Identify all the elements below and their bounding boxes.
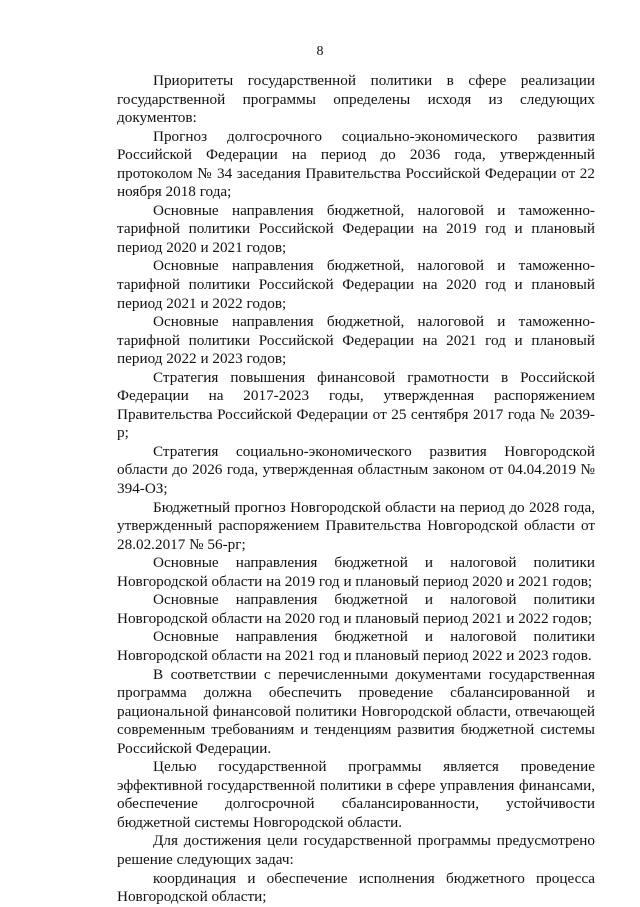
paragraph: Стратегия социально-экономического развития Новгородской области до 2026 года, утвержденная областным законом от 04.04.2019 № 394-ОЗ; bbox=[117, 442, 595, 498]
page-number: 8 bbox=[316, 44, 324, 59]
document-body bbox=[117, 72, 595, 907]
paragraph: Основные направления бюджетной, налоговой и таможенно-тарифной политики Российской Федерации на 2021 год и плановый период 2022 и 2023 годов; bbox=[117, 313, 595, 368]
paragraph: Основные направления бюджетной и налоговой политики Новгородской области на 2019 год и плановый период 2020 и 2021 годов; bbox=[117, 554, 595, 590]
paragraph: Для достижения цели государственной программы предусмотрено решение следующих задач: bbox=[117, 832, 595, 868]
paragraph: Основные направления бюджетной, налоговой и таможенно-тарифной политики Российской Федерации на 2020 год и плановый период 2021 и 2022 годов; bbox=[117, 257, 595, 312]
paragraph: В соответствии с перечисленными документами государственная программа должна обеспечить проведение сбалансированной и рациональной финансовой политики Новгородской области, отвечающей современным требованиям и тенденциям развития бюджетной системы Российской Федерации. bbox=[117, 665, 595, 757]
paragraph: Прогноз долгосрочного социально-экономического развития Российской Федерации на период до 2036 года, утвержденный протоколом № 34 заседания Правительства Российской Федерации от 22 ноября 2018 года; bbox=[117, 127, 595, 201]
paragraph: координация и обеспечение исполнения бюджетного процесса Новгородской области; bbox=[117, 869, 595, 906]
paragraph: Бюджетный прогноз Новгородской области на период до 2028 года, утвержденный распоряжением Правительства Новгородской области от 28.02.2017 № 56-рг; bbox=[117, 498, 595, 553]
paragraph: Основные направления бюджетной и налоговой политики Новгородской области на 2021 год и плановый период 2022 и 2023 годов. bbox=[117, 628, 595, 664]
paragraph: Стратегия повышения финансовой грамотности в Российской Федерации на 2017-2023 годы, утвержденная распоряжением Правительства Российской Федерации от 25 сентября 2017 года № 2039-р; bbox=[117, 368, 595, 442]
paragraph: Основные направления бюджетной, налоговой и таможенно-тарифной политики Российской Федерации на 2019 год и плановый период 2020 и 2021 годов; bbox=[117, 201, 595, 256]
paragraph: Приоритеты государственной политики в сфере реализации государственной программы определены исходя из следующих документов: bbox=[117, 72, 595, 127]
paragraph: Основные направления бюджетной и налоговой политики Новгородской области на 2020 год и плановый период 2021 и 2022 годов; bbox=[117, 591, 595, 627]
paragraph: Целью государственной программы является проведение эффективной государственной политики в сфере управления финансами, обеспечение долгосрочной сбалансированности, устойчивости бюджетной системы Новгородской области. bbox=[117, 758, 595, 831]
